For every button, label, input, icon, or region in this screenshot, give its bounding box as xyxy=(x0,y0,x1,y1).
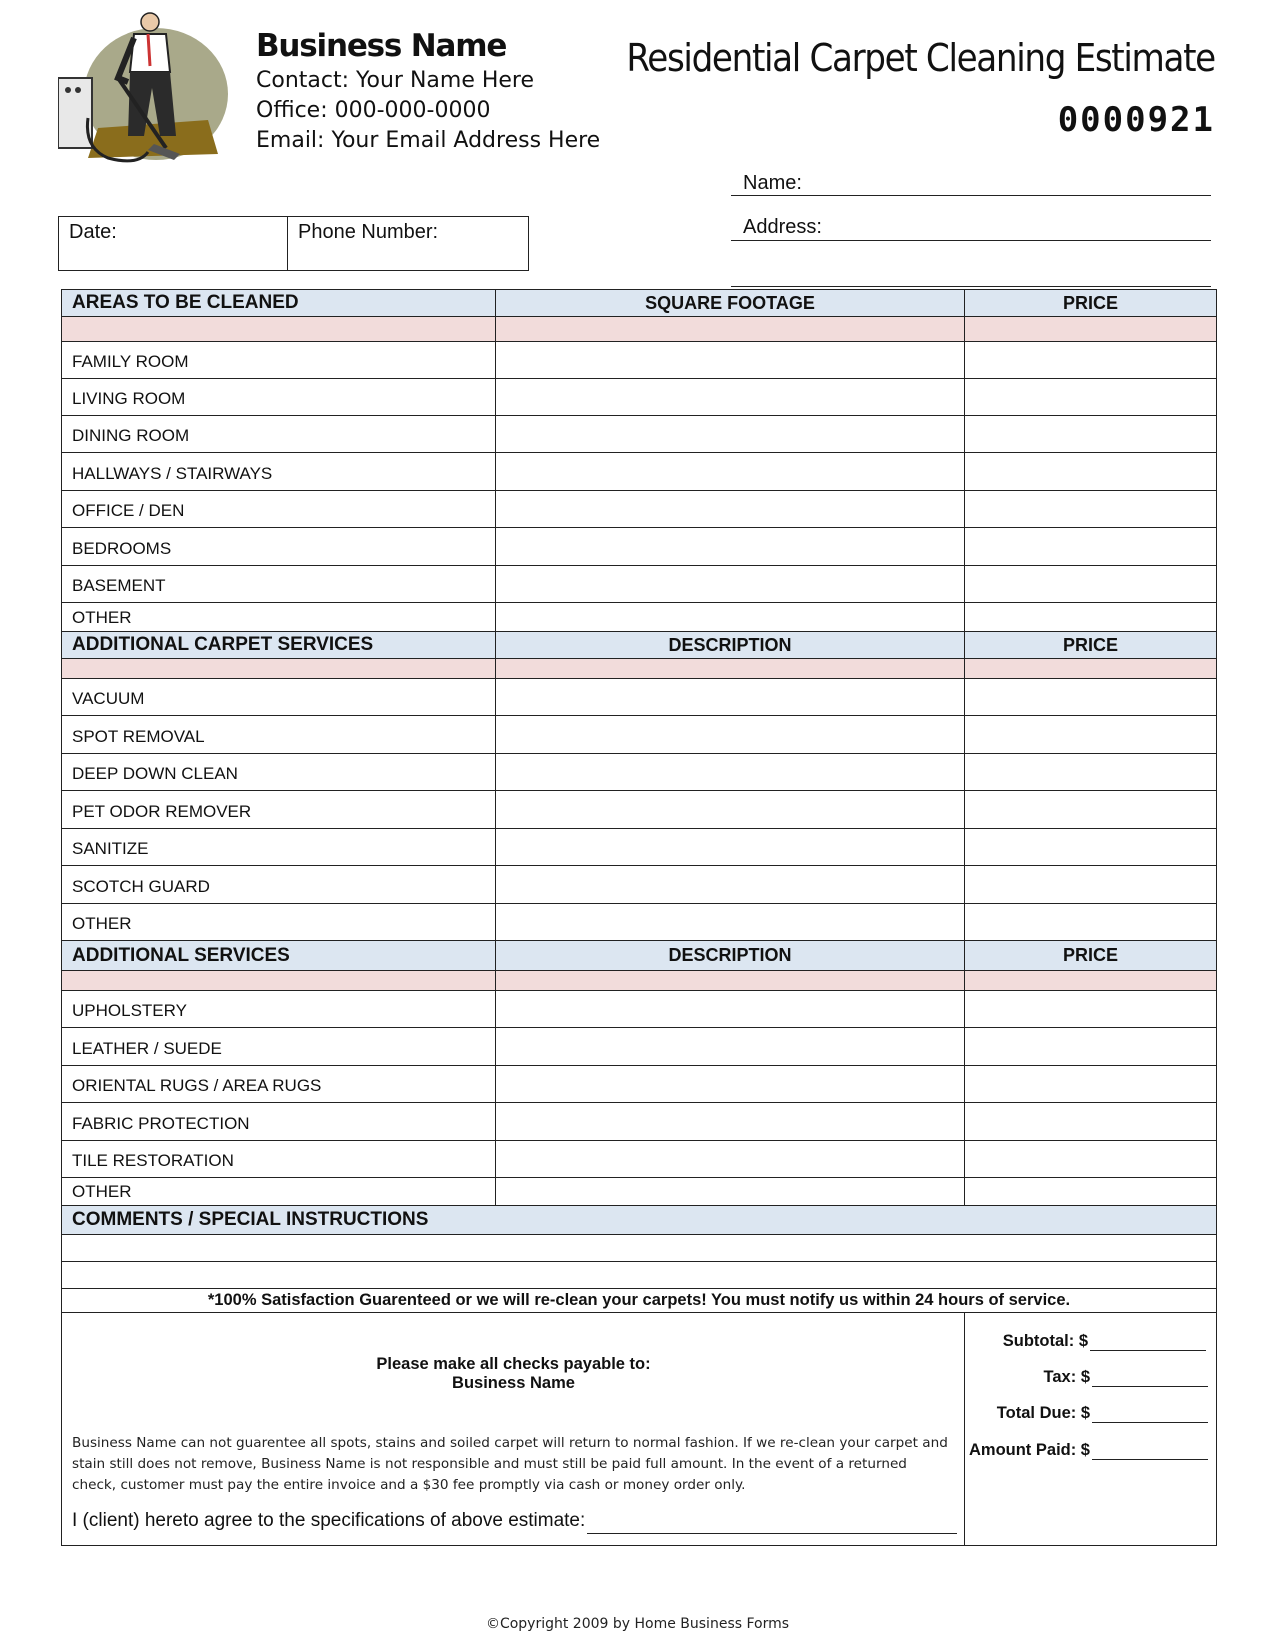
subtotal-blank[interactable] xyxy=(1090,1335,1206,1351)
price-cell[interactable] xyxy=(965,342,1216,378)
table-row xyxy=(62,904,1216,941)
checks-line: Please make all checks payable to: xyxy=(376,1355,651,1373)
guarantee-text: *100% Satisfaction Guarenteed or we will re-clean your carpets! You must notify us within 24 hours of service. xyxy=(207,1291,1071,1309)
phone-field[interactable] xyxy=(288,217,528,270)
comments-header xyxy=(62,1206,1216,1235)
description-cell[interactable] xyxy=(496,1103,965,1140)
table-row xyxy=(62,416,1216,453)
total-due-blank[interactable] xyxy=(1092,1407,1208,1423)
price-cell[interactable] xyxy=(965,679,1216,715)
sqft-cell[interactable] xyxy=(496,491,965,527)
checks-payable xyxy=(62,1355,965,1393)
table-row xyxy=(62,1028,1216,1066)
header-cell: PRICE xyxy=(1062,292,1118,313)
table-row xyxy=(62,566,1216,603)
comments-header-label: COMMENTS / SPECIAL INSTRUCTIONS xyxy=(72,1209,429,1230)
price-cell[interactable] xyxy=(965,716,1216,753)
total-due-field[interactable] xyxy=(997,1404,1208,1423)
subheader-cell xyxy=(496,971,965,990)
row-label: FABRIC PROTECTION xyxy=(62,1103,496,1140)
table-row xyxy=(62,379,1216,416)
table-row xyxy=(62,791,1216,829)
sqft-cell[interactable] xyxy=(496,416,965,452)
comments-line[interactable] xyxy=(62,1235,1216,1262)
carpet-cleaner-man-icon xyxy=(58,8,230,172)
price-cell[interactable] xyxy=(965,1141,1216,1177)
header-cell: PRICE xyxy=(1062,945,1118,965)
header-cell: DESCRIPTION xyxy=(496,632,965,658)
table-row xyxy=(62,342,1216,379)
office-line: Office: 000-000-0000 xyxy=(256,98,491,123)
table-row xyxy=(62,453,1216,491)
price-cell[interactable] xyxy=(965,791,1216,828)
copyright: ©Copyright 2009 by Home Business Forms xyxy=(485,1616,790,1632)
section-header-carpet-services xyxy=(62,632,1216,659)
description-cell[interactable] xyxy=(496,829,965,865)
address-field[interactable] xyxy=(731,240,1211,241)
row-label: OTHER xyxy=(62,904,496,940)
description-cell[interactable] xyxy=(496,716,965,753)
section-header-additional-services xyxy=(62,941,1216,971)
price-cell[interactable] xyxy=(965,904,1216,940)
amount-paid-blank[interactable] xyxy=(1092,1444,1208,1460)
disclaimer-text: Business Name can not guarentee all spots, stains and soiled carpet will return to normal fashion. If we re-clean your carpet and stain still does not remove, Business Name is not responsible and must still be paid full amount. In the event of a returned check, customer must pay the entire invoice and a $30 fee promptly via cash or money order only. xyxy=(72,1435,948,1493)
subtotal-field[interactable] xyxy=(1003,1332,1206,1351)
sqft-cell[interactable] xyxy=(496,603,965,631)
agreement-text: I (client) hereto agree to the specifications of above estimate: xyxy=(72,1510,586,1531)
subtotal-label: Subtotal: $ xyxy=(1002,1332,1088,1350)
row-label: LIVING ROOM xyxy=(62,379,496,415)
subheader-cell xyxy=(62,659,496,678)
price-cell[interactable] xyxy=(965,1103,1216,1140)
amount-paid-label: Amount Paid: $ xyxy=(968,1441,1090,1459)
price-cell[interactable] xyxy=(965,528,1216,565)
comments-line[interactable] xyxy=(62,1262,1216,1289)
guarantee-row xyxy=(62,1289,1216,1313)
row-label: SPOT REMOVAL xyxy=(62,716,496,753)
header-cell: PRICE xyxy=(1062,634,1118,655)
row-label: VACUUM xyxy=(62,679,496,715)
tax-field[interactable] xyxy=(1044,1368,1208,1387)
contact-line: Contact: Your Name Here xyxy=(256,68,535,93)
description-cell[interactable] xyxy=(496,866,965,903)
section-subheader xyxy=(62,971,1216,991)
price-cell[interactable] xyxy=(965,379,1216,415)
price-cell[interactable] xyxy=(965,491,1216,527)
row-label: DEEP DOWN CLEAN xyxy=(62,754,496,790)
row-label: SCOTCH GUARD xyxy=(62,866,496,903)
sqft-cell[interactable] xyxy=(496,342,965,378)
row-label: OTHER xyxy=(62,1178,496,1205)
date-phone-box xyxy=(58,216,529,271)
price-cell[interactable] xyxy=(965,416,1216,452)
address-label: Address: xyxy=(743,216,822,238)
price-cell[interactable] xyxy=(965,1178,1216,1205)
header-cell: SQUARE FOOTAGE xyxy=(496,290,965,316)
name-label: Name: xyxy=(743,172,802,194)
business-name: Business Name xyxy=(256,28,507,64)
table-row xyxy=(62,1066,1216,1103)
date-label: Date: xyxy=(69,221,117,243)
subheader-cell xyxy=(496,659,965,678)
table-row xyxy=(62,829,1216,866)
price-cell[interactable] xyxy=(965,991,1216,1027)
amount-paid-field[interactable] xyxy=(969,1441,1208,1460)
table-row xyxy=(62,866,1216,904)
subheader-cell xyxy=(965,317,1216,341)
header-cell: DESCRIPTION xyxy=(496,941,965,970)
table-row xyxy=(62,679,1216,716)
table-row xyxy=(62,1178,1216,1206)
estimate-table xyxy=(61,289,1217,1546)
description-cell[interactable] xyxy=(496,791,965,828)
row-label: TILE RESTORATION xyxy=(62,1141,496,1177)
table-row xyxy=(62,491,1216,528)
price-cell[interactable] xyxy=(965,754,1216,790)
subheader-cell xyxy=(496,317,965,341)
checks-business-name: Business Name xyxy=(452,1374,575,1392)
sqft-cell[interactable] xyxy=(496,453,965,490)
signature-field[interactable] xyxy=(587,1533,957,1534)
description-cell[interactable] xyxy=(496,1178,965,1205)
subheader-cell xyxy=(62,317,496,341)
table-row xyxy=(62,754,1216,791)
section-subheader xyxy=(62,317,1216,342)
table-row xyxy=(62,1141,1216,1178)
row-label: FAMILY ROOM xyxy=(62,342,496,378)
price-cell[interactable] xyxy=(965,603,1216,631)
address-field-line-2[interactable] xyxy=(731,286,1211,287)
subheader-cell xyxy=(965,659,1216,678)
row-label: ORIENTAL RUGS / AREA RUGS xyxy=(62,1066,496,1102)
row-label: OTHER xyxy=(62,603,496,631)
price-cell[interactable] xyxy=(965,453,1216,490)
row-label: UPHOLSTERY xyxy=(62,991,496,1027)
table-row xyxy=(62,716,1216,754)
sqft-cell[interactable] xyxy=(496,566,965,602)
price-cell[interactable] xyxy=(965,1066,1216,1102)
description-cell[interactable] xyxy=(496,1141,965,1177)
price-cell[interactable] xyxy=(965,829,1216,865)
table-row xyxy=(62,1103,1216,1141)
description-cell[interactable] xyxy=(496,1028,965,1065)
subheader-cell xyxy=(62,971,496,990)
phone-label: Phone Number: xyxy=(298,221,439,243)
description-cell[interactable] xyxy=(496,679,965,715)
row-label: LEATHER / SUEDE xyxy=(62,1028,496,1065)
sqft-cell[interactable] xyxy=(496,379,965,415)
row-label: BASEMENT xyxy=(62,566,496,602)
tax-label: Tax: $ xyxy=(1043,1368,1090,1386)
description-cell[interactable] xyxy=(496,991,965,1027)
description-cell[interactable] xyxy=(496,904,965,940)
row-label: SANITIZE xyxy=(62,829,496,865)
table-row xyxy=(62,603,1216,632)
section-header-areas xyxy=(62,290,1216,317)
total-due-label: Total Due: $ xyxy=(996,1404,1090,1422)
company-logo xyxy=(58,8,230,172)
date-field[interactable] xyxy=(59,217,288,270)
payment-section xyxy=(62,1313,1216,1545)
row-label: PET ODOR REMOVER xyxy=(62,791,496,828)
table-row xyxy=(62,991,1216,1028)
table-row xyxy=(62,528,1216,566)
name-field[interactable] xyxy=(731,195,1211,196)
row-label: BEDROOMS xyxy=(62,528,496,565)
section-subheader xyxy=(62,659,1216,679)
email-line: Email: Your Email Address Here xyxy=(256,128,601,153)
description-cell[interactable] xyxy=(496,754,965,790)
estimate-number: 0000921 xyxy=(1057,100,1215,140)
header-cell: ADDITIONAL CARPET SERVICES xyxy=(62,632,496,658)
subheader-cell xyxy=(965,971,1216,990)
price-cell[interactable] xyxy=(965,866,1216,903)
row-label: HALLWAYS / STAIRWAYS xyxy=(62,453,496,490)
header-cell: ADDITIONAL SERVICES xyxy=(62,941,496,970)
price-cell[interactable] xyxy=(965,566,1216,602)
payment-info xyxy=(62,1313,965,1545)
sqft-cell[interactable] xyxy=(496,528,965,565)
row-label: OFFICE / DEN xyxy=(62,491,496,527)
tax-blank[interactable] xyxy=(1092,1371,1208,1387)
estimate-title: Residential Carpet Cleaning Estimate xyxy=(626,36,1215,80)
row-label: DINING ROOM xyxy=(62,416,496,452)
description-cell[interactable] xyxy=(496,1066,965,1102)
header-cell: AREAS TO BE CLEANED xyxy=(62,290,496,316)
price-cell[interactable] xyxy=(965,1028,1216,1065)
